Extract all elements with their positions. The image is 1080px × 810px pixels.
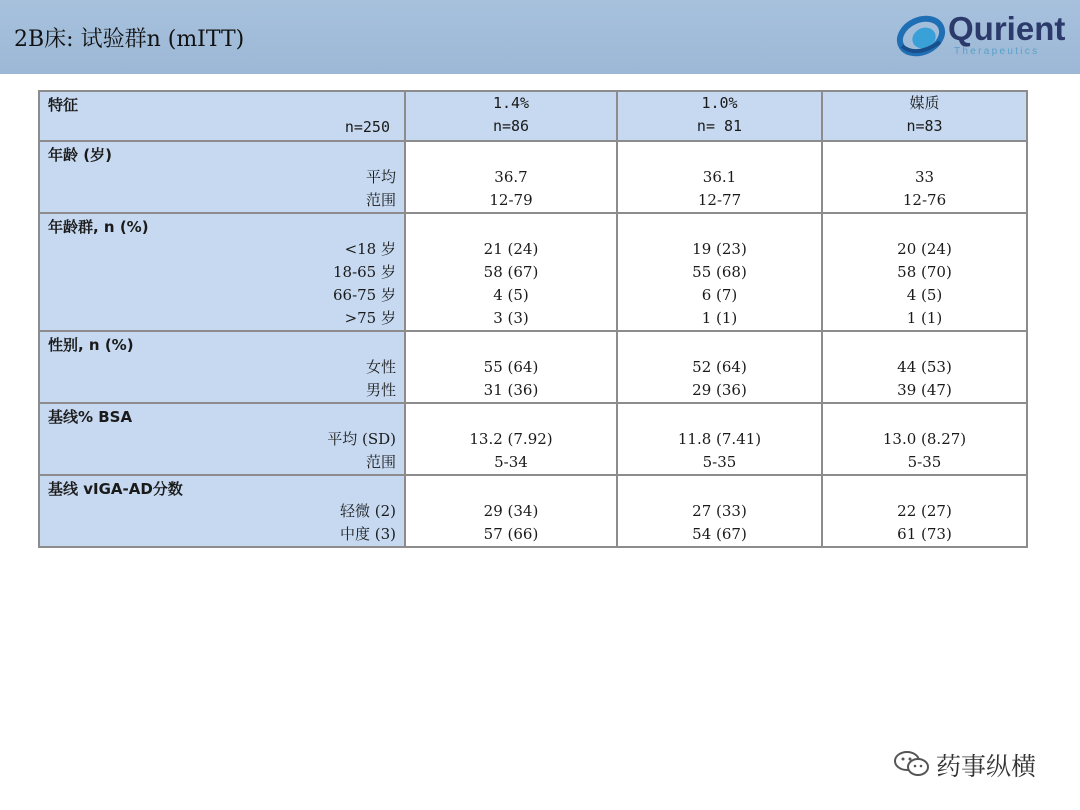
row-label: 66-75 岁 [332,286,396,304]
row-label: 平均 (SD) [327,430,396,448]
cell-value: 36.1 [702,168,737,186]
cell-value: 54 (67) [692,525,747,543]
cell-value: 27 (33) [692,502,747,520]
table-group-row [39,141,1027,213]
column-name: 1.0% [701,94,738,112]
table-group-row [39,475,1027,547]
cell-value: 5-35 [907,453,942,471]
cell-value: 4 (5) [493,286,529,304]
cell-value: 55 (64) [483,358,539,376]
cell-value: 58 (67) [483,263,539,281]
header-total-n: n=250 [344,118,390,136]
row-label: 男性 [365,381,396,399]
cell-value: 19 (23) [692,240,747,258]
row-label: 中度 (3) [339,525,396,543]
column-name: 1.4% [492,94,530,112]
table-group-row [39,403,1027,475]
group-label: 性别, n (%) [48,336,134,354]
logo-wordmark: Qurient [948,10,1066,47]
value-cell [822,475,1027,547]
cell-value: 58 (70) [897,263,952,281]
row-label: 平均 [365,168,396,186]
group-label-cell [39,213,405,331]
group-label: 基线% BSA [48,408,133,426]
cell-value: 57 (66) [483,525,539,543]
logo-subtitle: Therapeutics [954,46,1040,57]
cell-value: 12-79 [489,191,533,209]
cell-value: 1 (1) [906,309,943,327]
column-header [822,91,1027,141]
value-cell [822,141,1027,213]
header-characteristic-label: 特征 [48,96,79,114]
group-label: 基线 vIGA-AD分数 [48,480,183,498]
wechat-icon [892,749,932,779]
row-label: 18-65 岁 [332,263,396,281]
value-cell [617,403,822,475]
cell-value: 5-34 [494,453,528,471]
watermark-text: 药事纵横 [936,752,1037,781]
cell-value: 21 (24) [483,240,539,258]
cell-value: 39 (47) [897,381,952,399]
table-header-row [39,91,1027,141]
cell-value: 29 (36) [692,381,747,399]
demographics-table [38,90,1028,548]
cell-value: 12-77 [697,191,742,209]
value-cell [405,403,617,475]
value-cell [405,331,617,403]
value-cell [405,475,617,547]
column-n: n= 81 [696,117,743,135]
column-n: n=83 [906,117,943,135]
value-cell [822,403,1027,475]
group-label-cell [39,403,405,475]
column-header [617,91,822,141]
cell-value: 22 (27) [897,502,952,520]
value-cell [822,213,1027,331]
cell-value: 5-35 [702,453,737,471]
cell-value: 52 (64) [692,358,747,376]
cell-value: 33 [914,168,935,186]
column-name: 媒质 [909,94,940,112]
column-n: n=86 [492,117,530,135]
cell-value: 55 (68) [692,263,747,281]
cell-value: 20 (24) [897,240,952,258]
group-label-cell [39,475,405,547]
cell-value: 44 (53) [897,358,952,376]
value-cell [617,475,822,547]
group-label: 年龄群, n (%) [48,218,149,236]
value-cell [617,213,822,331]
row-label: 范围 [365,191,396,209]
cell-value: 61 (73) [897,525,952,543]
cell-value: 13.0 (8.27) [882,430,967,448]
cell-value: 36.7 [494,168,528,186]
cell-value: 11.8 (7.41) [677,430,762,448]
group-label: 年龄 (岁) [48,146,112,164]
cell-value: 12-76 [902,191,947,209]
cell-value: 13.2 (7.92) [469,430,553,448]
cell-value: 6 (7) [701,286,738,304]
row-label: 女性 [365,358,396,376]
value-cell [822,331,1027,403]
cell-value: 4 (5) [906,286,943,304]
cell-value: 1 (1) [701,309,738,327]
group-label-cell [39,331,405,403]
cell-value: 29 (34) [483,502,539,520]
column-header [405,91,617,141]
value-cell [617,331,822,403]
value-cell [405,213,617,331]
row-label: 轻微 (2) [339,502,396,520]
cell-value: 31 (36) [483,381,539,399]
row-label: <18 岁 [344,240,396,258]
row-label: >75 岁 [344,309,396,327]
company-logo [896,10,1072,64]
group-label-cell [39,141,405,213]
value-cell [405,141,617,213]
value-cell [617,141,822,213]
slide-header [0,0,1080,74]
cell-value: 3 (3) [493,309,529,327]
logo-swirl-icon [896,12,946,60]
table-group-row [39,213,1027,331]
row-label: 范围 [365,453,396,471]
slide-title: 2B床: 试验群n (mITT) [14,27,245,52]
header-label-cell [39,91,405,141]
table-group-row [39,331,1027,403]
